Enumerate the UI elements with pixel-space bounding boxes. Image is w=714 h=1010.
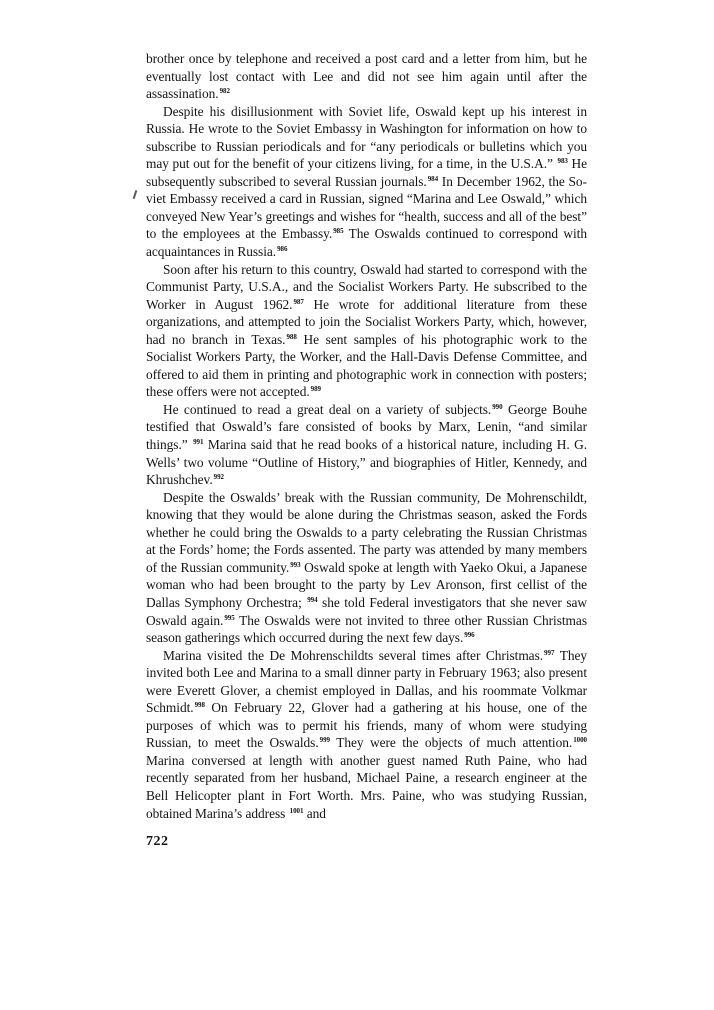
text-run: Marina said that he read books of a historical nature, including H. G. Wells’ two volume “Outline of History,” and biographies of Hitler, Kennedy, and Khrushchev. (146, 437, 587, 488)
footnote-ref: 996 (464, 631, 475, 640)
margin-mark (133, 190, 137, 199)
footnote-ref: 984 (427, 174, 439, 183)
text-run: They were the objects of much attention. (329, 735, 573, 751)
text-run: In December 1962, the Soviet Embassy received a card in Russian, signed “Marina and Lee Oswald,” which conveyed New Year’s greetings and wishes for “health, success and all of the best” to the employees at the Embassy. (146, 173, 587, 242)
footnote-ref: 1001 (289, 806, 304, 815)
text-run: He continued to read a great deal on a variety of subjects. (163, 401, 492, 417)
footnote-ref: 990 (492, 402, 503, 411)
footnote-ref: 985 (333, 227, 344, 236)
text-run: she told Federal investigators that she never saw Oswald again. (146, 594, 587, 628)
text-run: Marina conversed at length with another guest named Ruth Paine, who had recently separated from her husband, Michael Paine, a research engineer at the Bell Helicopter plant in Fort Worth. Mrs. Paine, who was studying Russian, obtained Marina’s address (146, 752, 587, 821)
footnote-ref: 998 (194, 701, 205, 710)
footnote-ref: 987 (293, 297, 304, 306)
text-run: He sent samples of his photographic work to the Socialist Workers Party, the Worker, and the Hall-Davis Defense Committee, and offered to aid them in printing and photographic work in connection with posters; these offers were not accepted. (146, 331, 587, 400)
text-run: and (303, 805, 326, 821)
text-run: brother once by telephone and received a post card and a letter from him, but he eventually lost contact with Lee and did not see him again until after the assassination. (146, 51, 587, 102)
text-run: Marina visited the De Mohrenschildts several times after Christmas. (163, 647, 544, 663)
paragraph (146, 103, 587, 261)
footnote-ref: 991 (193, 438, 204, 447)
page-number: 722 (146, 834, 169, 849)
text-run: The Oswalds continued to correspond with acquaintances in Russia. (146, 226, 587, 260)
paragraph (146, 401, 587, 489)
footnote-ref: 1000 (573, 736, 587, 745)
paragraph (146, 261, 587, 401)
footnote-ref: 993 (290, 560, 301, 569)
text-run: He subsequently subscribed to several Russian journals. (146, 156, 588, 189)
footnote-ref: 995 (224, 613, 235, 622)
footnote-ref: 983 (557, 157, 568, 166)
text-run: He wrote for additional literature from these organizations, and attempted to join the Socialist Workers Party, which, however, had no branch in Texas. (146, 296, 587, 347)
paragraph (146, 489, 587, 647)
paragraph (146, 647, 587, 822)
footnote-ref: 988 (286, 332, 297, 341)
footnote-ref: 992 (213, 473, 224, 482)
text-run: Despite the Oswalds’ break with the Russian community, De Mohrenschildt, knowing that they would be alone during the Christmas season, asked the Fords whether he could bring the Oswalds to a party celebrating the Russian Christmas at the Fords’ home; the Fords assented. The party was attended by many members of the Russian community. (146, 489, 587, 575)
footnote-ref: 999 (319, 736, 330, 745)
text-run: Soon after his return to this country, Oswald had started to correspond with the Communist Party, U.S.A., and the Socialist Workers Party. He subscribed to the Worker in August 1962. (146, 261, 587, 312)
document-body (146, 50, 587, 822)
footnote-ref: 986 (277, 245, 288, 254)
footnote-ref: 982 (219, 87, 230, 96)
footnote-ref: 997 (544, 648, 555, 657)
footnote-ref: 989 (310, 385, 322, 394)
text-run: Oswald spoke at length with Yaeko Okui, a Japanese woman who had been brought to the party by Lev Aronson, first cellist of the Dallas Symphony Orchestra; (146, 559, 587, 610)
text-run: On February 22, Glover had a gathering at his house, one of the purposes of which was to permit his friends, many of whom were studying Russian, to meet the Oswalds. (146, 700, 587, 751)
text-run: They invited both Lee and Marina to a small dinner party in February 1963; also present were Everett Glover, a chemist employed in Dallas, and his roommate Volkmar Schmidt. (146, 647, 588, 716)
text-run: Despite his disillusionment with Soviet life, Oswald kept up his interest in Russia. He wrote to the Soviet Embassy in Washington for information on how to subscribe to Russian periodicals and for “any periodicals or bulletins which you may put out for the benefit of your citizens living, for a time, in the U.S.A.” (146, 103, 587, 172)
text-run: The Oswalds were not invited to three other Russian Christmas season gatherings which occurred during the next few days. (146, 612, 587, 646)
text-run: George Bouhe testified that Oswald’s fare consisted of books by Marx, Lenin, “and similar things.” (146, 401, 588, 453)
footnote-ref: 994 (307, 595, 318, 604)
paragraph (146, 50, 587, 103)
